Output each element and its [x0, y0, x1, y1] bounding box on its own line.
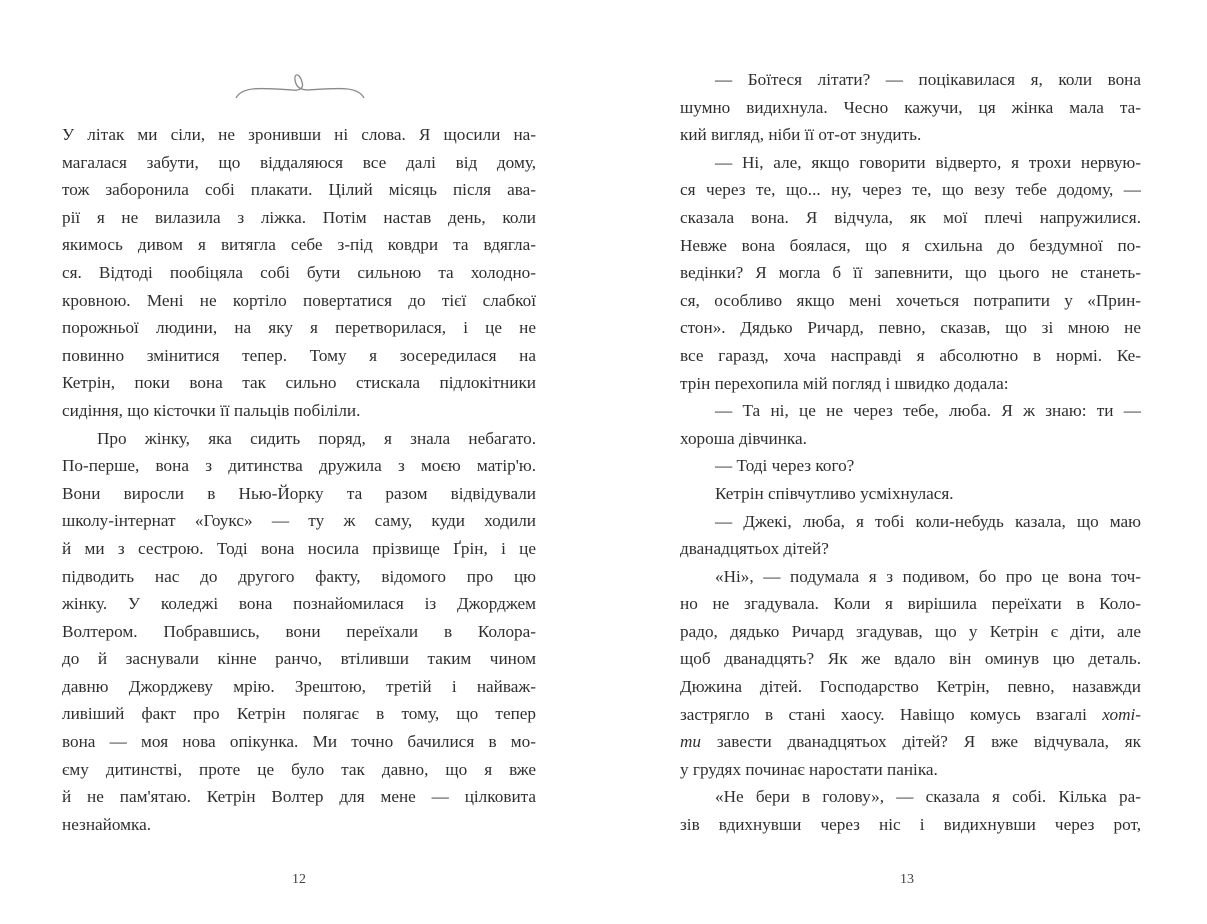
text-line — [62, 590, 536, 618]
text-line — [62, 756, 536, 784]
text-line — [62, 452, 536, 480]
line-text: у грудях починає наростати паніка. — [680, 759, 938, 779]
line-text: застрягло в стані хаосу. Навіщо комусь взагалі — [680, 704, 1103, 724]
line-text: радо, дядько Ричард згадував, що у Кетрін є діти, але — [680, 621, 1141, 641]
line-text: Волтером. Побравшись, вони переїхали в Колора- — [62, 621, 536, 641]
text-line — [680, 508, 1141, 536]
line-text: Про жінку, яка сидить поряд, я знала небагато. — [97, 428, 536, 448]
text-line — [680, 287, 1141, 315]
line-text: магалася забути, що віддаляюся все далі від дому, — [62, 152, 536, 172]
text-line — [62, 811, 536, 839]
text-line — [680, 452, 1141, 480]
text-line — [680, 94, 1141, 122]
line-text: — Та ні, це не через тебе, люба. Я ж знаю: ти — — [715, 401, 1141, 421]
text-line — [680, 673, 1141, 701]
line-text: — Ні, але, якщо говорити відверто, я трохи нервую- — [715, 152, 1141, 172]
line-text: й не пам'ятаю. Кетрін Волтер для мене — цілковита — [62, 787, 536, 807]
text-line — [680, 590, 1141, 618]
text-line — [680, 563, 1141, 591]
text-line — [62, 342, 536, 370]
text-line — [680, 259, 1141, 287]
line-text: ведінки? Я могла б її запевнити, що цього не станеть- — [680, 263, 1141, 283]
ornament-divider-icon — [232, 68, 368, 104]
text-line — [680, 618, 1141, 646]
text-line — [680, 425, 1141, 453]
line-text: стон». Дядько Ричард, певно, сказав, що зі мною не — [680, 318, 1141, 338]
line-text: й ми з сестрою. Тоді вона носила прізвище Ґрін, і це — [62, 538, 536, 558]
text-line — [62, 176, 536, 204]
italic-text: хоті- — [1102, 704, 1141, 724]
text-line — [680, 370, 1141, 398]
line-text: «Ні», — подумала я з подивом, бо про це вона точ- — [715, 566, 1141, 586]
line-text: давню Джорджеву мрію. Зрештою, третій і найваж- — [62, 676, 536, 696]
line-text: ся, особливо якщо мені хочеться потрапити у «Прин- — [680, 290, 1141, 310]
text-line — [680, 149, 1141, 177]
line-text: Невже вона боялася, що я схильна до бездумної по- — [680, 235, 1141, 255]
right-page-text — [680, 66, 1141, 839]
text-line — [680, 176, 1141, 204]
line-text: зів вдихнувши через ніс і видихнувши через рот, — [680, 815, 1141, 835]
line-text: рії я не вилазила з ліжка. Потім настав день, коли — [62, 207, 536, 227]
line-text: По-перше, вона з дитинства дружила з моєю матір'ю. — [62, 456, 536, 476]
left-page-text — [62, 121, 536, 838]
line-text: сидіння, що кісточки її пальців побіліли. — [62, 400, 361, 420]
line-text: — Тоді через кого? — [715, 456, 855, 476]
line-text: підводить нас до другого факту, відомого про цю — [62, 566, 536, 586]
text-line — [62, 287, 536, 315]
line-text: тож заборонила собі плакати. Цілий місяць після ава- — [62, 180, 536, 200]
text-line — [680, 66, 1141, 94]
text-line — [680, 701, 1141, 729]
text-line — [680, 811, 1141, 839]
text-line — [680, 232, 1141, 260]
text-line — [680, 204, 1141, 232]
text-line — [680, 314, 1141, 342]
text-line — [62, 204, 536, 232]
line-text: У літак ми сіли, не зронивши ні слова. Я щосили на- — [62, 125, 536, 144]
text-line — [680, 728, 1141, 756]
line-text: до й заснували кінне ранчо, втіливши таким чином — [62, 649, 536, 669]
text-line — [680, 342, 1141, 370]
text-line — [62, 563, 536, 591]
text-line — [62, 645, 536, 673]
line-text: сказала вона. Я відчула, як мої плечі напружилися. — [680, 207, 1141, 227]
line-text: Кетрін співчутливо усміхнулася. — [715, 483, 954, 503]
line-text: Вони виросли в Нью-Йорку та разом відвідували — [62, 483, 536, 503]
line-text: шумно видихнула. Чесно кажучи, ця жінка мала та- — [680, 97, 1141, 117]
line-text: ливіший факт про Кетрін полягає в тому, що тепер — [62, 704, 536, 724]
text-line — [62, 425, 536, 453]
line-text: Дюжина дітей. Господарство Кетрін, певно, назавжди — [680, 677, 1141, 697]
line-text: кровною. Мені не кортіло повертатися до тієї слабкої — [62, 290, 536, 310]
text-line — [62, 369, 536, 397]
text-line — [62, 618, 536, 646]
text-line — [680, 480, 1141, 508]
line-text: завести дванадцятьох дітей? Я вже відчувала, як — [701, 732, 1141, 752]
line-text: якимось дивом я витягла себе з-під ковдри та вдягла- — [62, 235, 536, 255]
text-line — [62, 673, 536, 701]
line-text: школу-інтернат «Гоукс» — ту ж саму, куди ходили — [62, 511, 536, 531]
line-text: єму дитинстві, проте це було так давно, що я вже — [62, 759, 536, 779]
text-line — [680, 756, 1141, 784]
line-text: щоб дванадцять? Як же вдало він оминув цю деталь. — [680, 649, 1141, 669]
line-text: хороша дівчинка. — [680, 428, 807, 448]
text-line — [62, 314, 536, 342]
text-line — [62, 728, 536, 756]
line-text: Кетрін, поки вона так сильно стискала підлокітники — [62, 373, 536, 393]
text-line — [62, 259, 536, 287]
italic-text: ти — [680, 732, 702, 752]
text-line — [680, 397, 1141, 425]
page-number-right: 13 — [900, 872, 914, 887]
text-line — [62, 231, 536, 259]
text-line — [62, 783, 536, 811]
text-line — [680, 121, 1141, 149]
page-number-left: 12 — [292, 872, 306, 887]
text-line — [680, 535, 1141, 563]
text-line — [62, 700, 536, 728]
text-line — [680, 783, 1141, 811]
line-text: «Не бери в голову», — сказала я собі. Кілька ра- — [715, 787, 1141, 807]
text-line — [62, 507, 536, 535]
line-text: — Джекі, люба, я тобі коли-небудь казала, що маю — [715, 511, 1141, 531]
line-text: повинно змінитися тепер. Тому я зосередилася на — [62, 345, 536, 365]
line-text: ся. Відтоді пообіцяла собі бути сильною та холодно- — [62, 262, 536, 282]
line-text: жінку. У коледжі вона познайомилася із Джорджем — [62, 594, 536, 614]
text-line — [62, 149, 536, 177]
text-line — [680, 645, 1141, 673]
text-line — [62, 480, 536, 508]
line-text: незнайомка. — [62, 814, 152, 834]
line-text: — Боїтеся літати? — поцікавилася я, коли вона — [715, 70, 1141, 89]
line-text: ся через те, що... ну, через те, що везу тебе додому, — — [680, 180, 1141, 200]
line-text: но не згадувала. Коли я вирішила переїхати в Коло- — [680, 594, 1141, 614]
line-text: все гаразд, хоча насправді я абсолютно в нормі. Ке- — [680, 345, 1141, 365]
text-line — [62, 397, 536, 425]
line-text: вона — моя нова опікунка. Ми точно бачилися в мо- — [62, 732, 536, 752]
line-text: кий вигляд, ніби її от-от знудить. — [680, 125, 922, 145]
text-line — [62, 535, 536, 563]
text-line — [62, 121, 536, 149]
line-text: дванадцятьох дітей? — [680, 539, 829, 559]
line-text: порожньої людини, на яку я перетворилася, і це не — [62, 318, 536, 338]
line-text: трін перехопила мій погляд і швидко додала: — [680, 373, 1009, 393]
